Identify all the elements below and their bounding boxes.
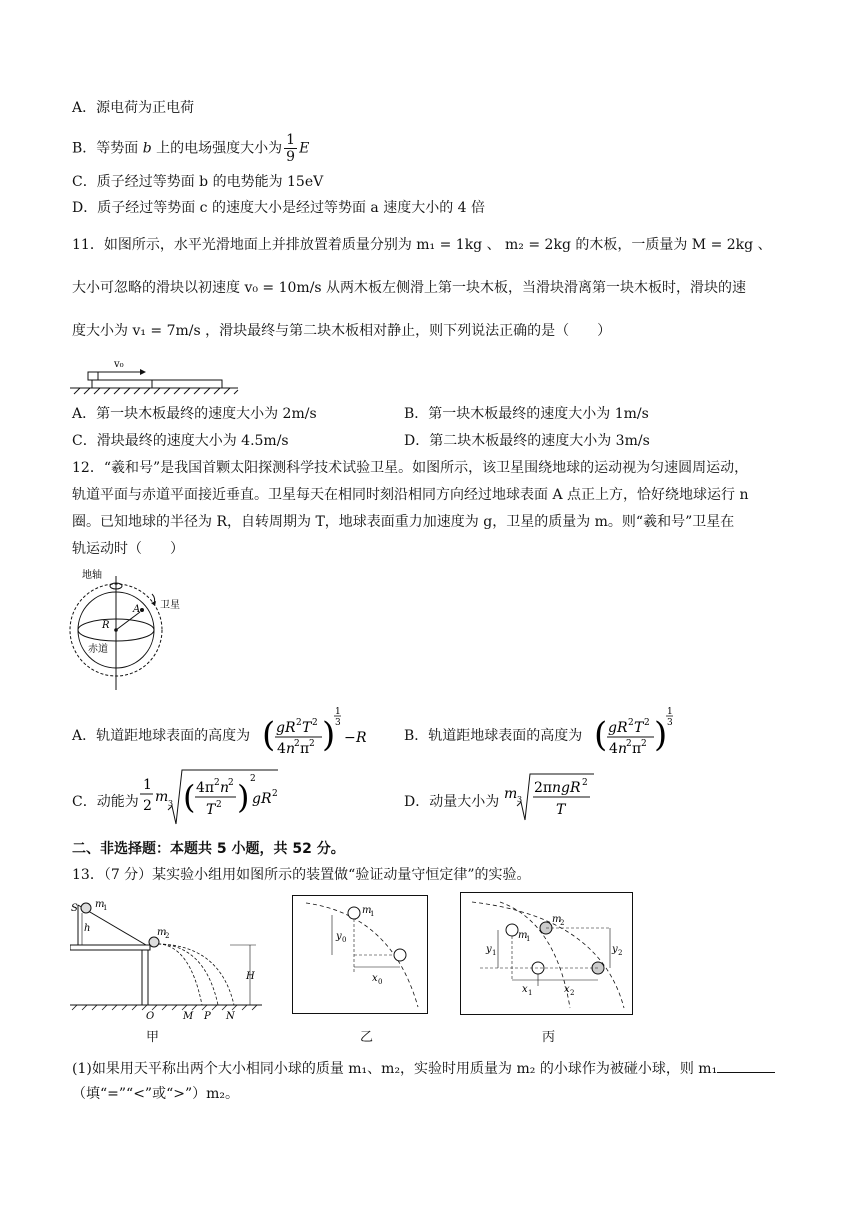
r-label: R	[102, 620, 110, 631]
svg-text:m: m	[157, 927, 167, 938]
svg-text:2: 2	[628, 718, 634, 728]
svg-text:T: T	[634, 720, 644, 736]
svg-text:2: 2	[570, 989, 575, 997]
svg-text:x: x	[372, 973, 378, 984]
svg-text:2: 2	[143, 798, 152, 814]
svg-text:x: x	[522, 984, 528, 995]
svg-text:n: n	[618, 741, 628, 757]
svg-text:3: 3	[335, 718, 341, 728]
svg-text:4π: 4π	[196, 780, 215, 796]
equator-label: 赤道	[88, 644, 108, 655]
svg-text:2: 2	[641, 739, 647, 749]
svg-text:ngR: ngR	[552, 780, 581, 796]
svg-text:(: (	[262, 715, 276, 755]
svg-text:): )	[322, 715, 336, 755]
svg-text:T: T	[206, 802, 216, 818]
svg-text:M: M	[183, 1011, 194, 1020]
svg-text:n: n	[286, 741, 296, 757]
q10-option-d: D．质子经过等势面 c 的速度大小是经过等势面 a 速度大小的 4 倍	[72, 200, 486, 216]
q11-stem-line3: 度大小为 v₁ = 7m/s ，滑块最终与第二块木板相对静止，则下列说法正确的是（ ）	[72, 323, 612, 339]
q12-option-c-formula	[140, 766, 290, 830]
svg-text:m: m	[518, 930, 528, 941]
svg-text:2: 2	[618, 949, 623, 957]
q10-option-b: B．等势面 b 上的电场强度大小为 $\frac{1}{9}$ E	[72, 132, 310, 165]
svg-text:n: n	[220, 780, 230, 796]
svg-text:0: 0	[342, 936, 347, 944]
svg-text:2: 2	[296, 718, 302, 728]
svg-text:m: m	[155, 789, 169, 805]
svg-text:2: 2	[272, 789, 278, 799]
q13-figure-yi	[292, 895, 430, 1015]
svg-text:m: m	[362, 905, 372, 916]
svg-text:m: m	[504, 786, 518, 802]
q13-stem: 13．（7 分）某实验小组用如图所示的装置做“验证动量守恒定律”的实验。	[72, 867, 531, 883]
svg-text:2: 2	[560, 919, 565, 927]
slider-block	[88, 372, 98, 380]
q12-stem-line1: 12．“羲和号”是我国首颗太阳探测科学技术试验卫星。如图所示，该卫星围绕地球的运动视为匀速圆周运动，	[72, 460, 749, 476]
svg-text:y: y	[486, 944, 492, 955]
svg-text:N: N	[226, 1011, 235, 1020]
svg-text:1: 1	[526, 935, 531, 943]
caption-jia: 甲	[146, 1030, 160, 1045]
caption-yi: 乙	[360, 1030, 374, 1045]
svg-text:(: (	[183, 778, 196, 816]
section-heading: 二、非选择题：本题共 5 小题，共 52 分。	[72, 841, 345, 857]
fraction: $\frac{1}{9}$	[286, 132, 296, 165]
axis-label: 地轴	[82, 570, 102, 581]
svg-text:h: h	[84, 923, 91, 934]
q13-figure-bing	[460, 892, 634, 1016]
q12-option-d: D．动量大小为	[404, 794, 500, 810]
svg-text:π: π	[632, 741, 642, 757]
svg-text:1: 1	[667, 707, 673, 717]
svg-text:1: 1	[528, 989, 533, 997]
q12-stem-line4: 轨运动时（ ）	[72, 541, 184, 557]
svg-text:2: 2	[165, 932, 170, 940]
svg-text:x: x	[564, 984, 570, 995]
table-top	[70, 945, 150, 950]
ball-m2	[149, 937, 159, 947]
svg-text:1: 1	[143, 777, 152, 793]
svg-text:2: 2	[644, 718, 650, 728]
satellite-label: 卫星	[160, 600, 180, 611]
ball-top	[348, 907, 360, 919]
svg-text:y: y	[336, 931, 342, 942]
q10-option-a: A．源电荷为正电荷	[72, 100, 195, 116]
svg-text:2: 2	[228, 778, 234, 788]
svg-text:2: 2	[216, 800, 222, 810]
q12-option-b-formula	[594, 706, 684, 762]
v0-label: v₀	[114, 359, 124, 370]
answer-blank[interactable]	[717, 1060, 775, 1073]
svg-text:1: 1	[370, 910, 375, 918]
a-label: A	[133, 604, 141, 615]
q11-stem-line1: 11．如图所示，水平光滑地面上并排放置着质量分别为 m₁ = 1kg 、 m₂ = 2kg 的木板，一质量为 M = 2kg 、	[72, 237, 772, 253]
svg-text:(: (	[594, 715, 608, 755]
svg-text:0: 0	[378, 978, 383, 986]
q11-board-figure	[70, 350, 240, 400]
point-a	[140, 608, 144, 612]
svg-text:): )	[237, 778, 250, 816]
svg-text:2: 2	[250, 774, 256, 784]
velocity-arrow	[140, 369, 146, 375]
q10-option-c: C．质子经过等势面 b 的电势能为 15eV	[72, 174, 324, 190]
svg-text:π: π	[300, 741, 310, 757]
q12-option-b: B．轨道距地球表面的高度为	[404, 728, 583, 744]
board-2	[152, 380, 222, 388]
svg-text:3: 3	[517, 795, 523, 804]
svg-text:1: 1	[103, 904, 108, 912]
svg-text:2: 2	[582, 778, 588, 788]
svg-text:T: T	[302, 720, 312, 736]
q13-sub1-line1: (1)如果用天平称出两个大小相同小球的质量 m₁、m₂，实验时用质量为 m₂ 的小球作为被碰小球，则 m₁	[72, 1059, 775, 1079]
svg-text:O: O	[146, 1011, 155, 1020]
q12-stem-line3: 圈。已知地球的半径为 R，自转周期为 T，地球表面重力加速度为 g，卫星的质量为 m。则“羲和号”卫星在	[72, 514, 735, 530]
svg-text:4: 4	[609, 741, 618, 757]
svg-text:gR: gR	[608, 720, 628, 736]
q12-option-a-formula	[262, 706, 372, 762]
q12-option-c: C．动能为	[72, 794, 139, 810]
svg-text:y: y	[612, 944, 618, 955]
svg-text:1: 1	[492, 949, 497, 957]
caption-bing: 丙	[542, 1030, 556, 1045]
ball-m1	[506, 924, 518, 936]
q12-option-d-formula	[504, 770, 604, 826]
svg-text:−: −	[344, 730, 356, 746]
board-1	[92, 380, 152, 388]
q11-option-c: C．滑块最终的速度大小为 4.5m/s	[72, 433, 289, 449]
svg-text:2π: 2π	[534, 780, 553, 796]
svg-text:2: 2	[626, 739, 632, 749]
svg-text:H: H	[246, 971, 255, 982]
q13-figure-jia	[70, 895, 270, 1020]
q11-option-a: A．第一块木板最终的速度大小为 2m/s	[72, 406, 317, 422]
svg-text:P: P	[204, 1011, 211, 1020]
svg-text:m: m	[552, 914, 562, 925]
ball-bottom	[394, 949, 406, 961]
svg-text:S: S	[71, 903, 78, 914]
q11-stem-line2: 大小可忽略的滑块以初速度 v₀ = 10m/s 从两木板左侧滑上第一块木板，当滑块滑离第一块木板时，滑块的速	[72, 280, 747, 296]
svg-text:2: 2	[294, 739, 300, 749]
svg-text:1: 1	[335, 707, 341, 717]
svg-text:m: m	[95, 899, 105, 910]
svg-text:2: 2	[214, 778, 220, 788]
svg-text:T: T	[556, 802, 566, 818]
q11-option-d: D．第二块木板最终的速度大小为 3m/s	[404, 433, 650, 449]
svg-text:2: 2	[312, 718, 318, 728]
svg-text:2: 2	[309, 739, 315, 749]
q12-option-a: A．轨道距地球表面的高度为	[72, 728, 251, 744]
svg-text:): )	[654, 715, 668, 755]
q12-earth-figure	[64, 566, 184, 692]
q11-option-b: B．第一块木板最终的速度大小为 1m/s	[404, 406, 649, 422]
svg-text:3: 3	[168, 799, 174, 808]
svg-text:gR: gR	[252, 791, 272, 807]
svg-text:3: 3	[667, 718, 673, 728]
ball-m1	[81, 903, 91, 913]
q12-stem-line2: 轨道平面与赤道平面接近垂直。卫星每天在相同时刻沿相同方向经过地球表面 A 点正上方，恰好绕地球运行 n	[72, 487, 749, 503]
q13-sub1-line2: （填“=”“<”或“>”）m₂。	[72, 1086, 240, 1102]
svg-text:R: R	[356, 730, 367, 746]
svg-text:gR: gR	[276, 720, 296, 736]
svg-text:4: 4	[277, 741, 286, 757]
